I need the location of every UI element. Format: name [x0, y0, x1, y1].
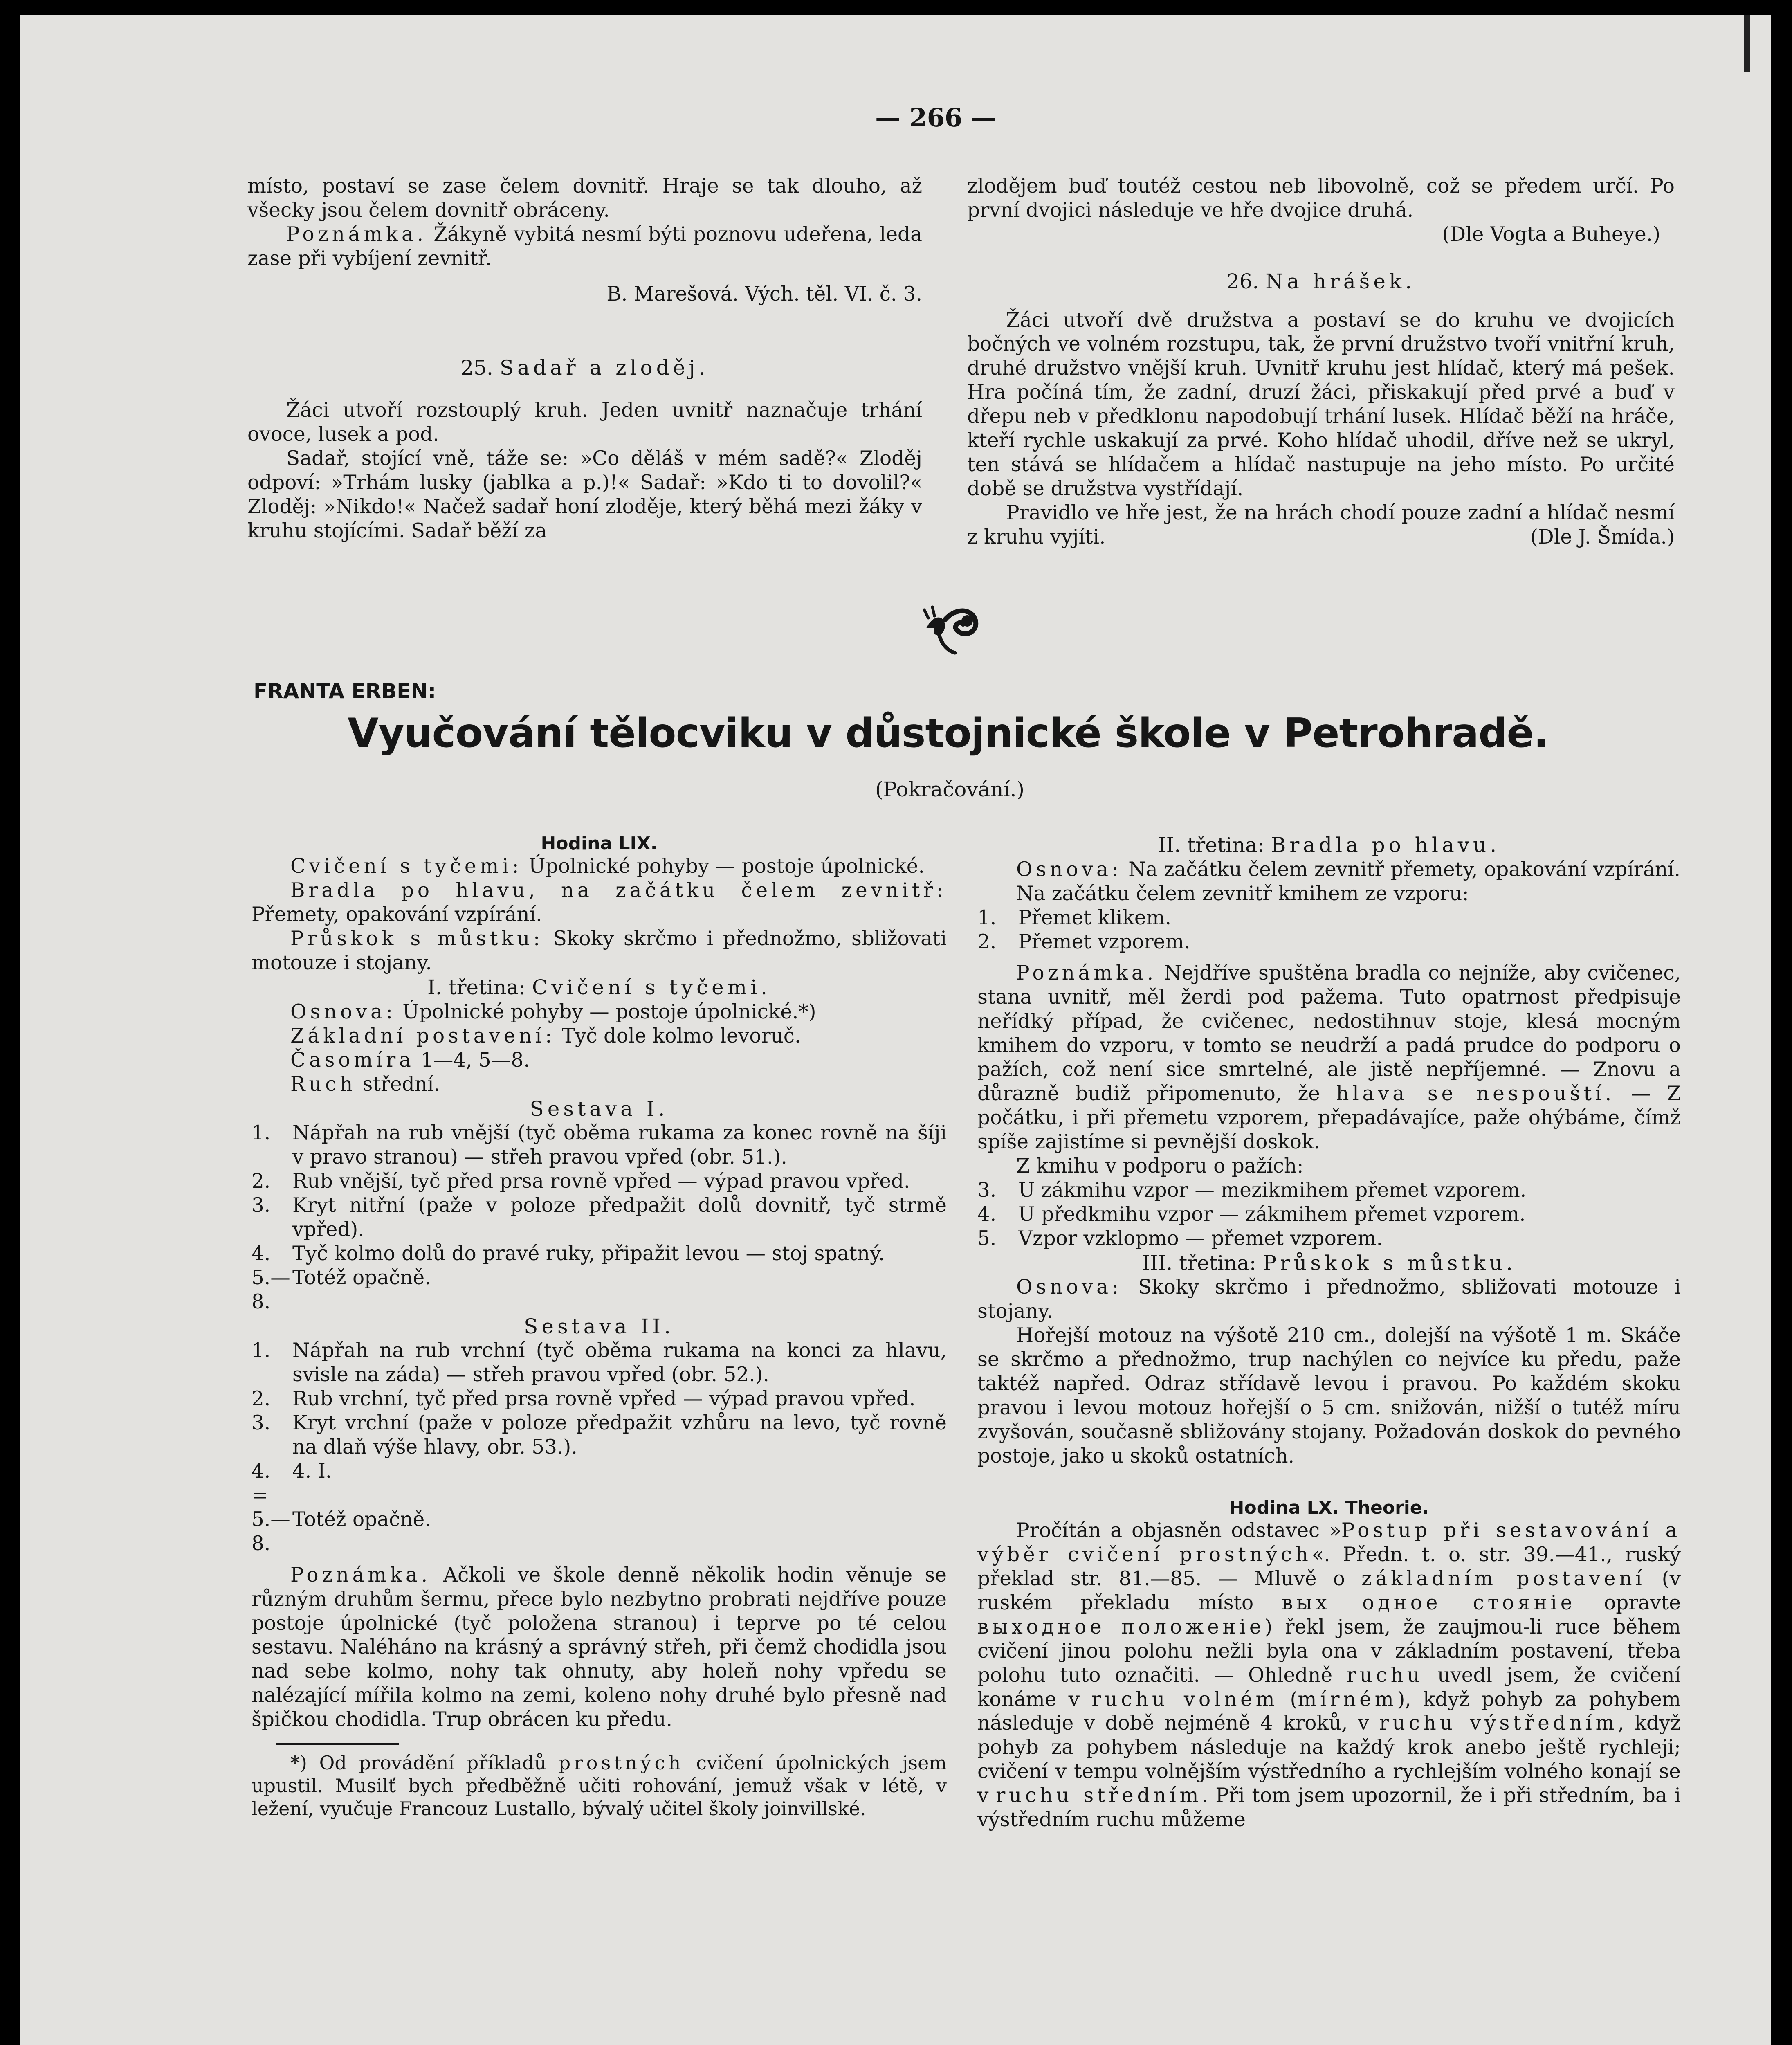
- article-author: FRANTA ERBEN:: [254, 679, 436, 703]
- floral-ornament-icon: [922, 604, 984, 657]
- list-item-text: Nápřah na rub vrchní (tyč oběma rukama na konci za hlavu, svisle na záda) — střeh pravou vpřed (obr. 52.).: [292, 1339, 947, 1387]
- game-heading-26: 26. Na hrášek.: [1226, 269, 1416, 293]
- list-item: [977, 1202, 1681, 1227]
- list-item: [252, 1121, 947, 1169]
- list-item-text: Rub vnější, tyč před prsa rovně vpřed — výpad pravou vpřed.: [292, 1170, 910, 1193]
- paragraph: Žáci utvoří rozstouplý kruh. Jeden uvnitř naznačuje trhání ovoce, lusek a pod.: [247, 399, 922, 446]
- source-citation: (Dle J. Šmída.): [1530, 525, 1675, 548]
- source-citation: B. Marešová. Vých. těl. VI. č. 3.: [606, 282, 922, 306]
- list-item-text: 4. I.: [292, 1459, 332, 1483]
- section-heading: II. třetina: Bradla po hlavu.: [1158, 833, 1500, 857]
- right-top-column: [967, 174, 1675, 549]
- list-item-text: Vzpor vzklopmo — přemet vzporem.: [1018, 1227, 1383, 1250]
- list-item-text: Nápřah na rub vnější (tyč oběma rukama za konec rovně na šíji v pravo stranou) — střeh pravou vpřed (obr. 51.).: [292, 1121, 947, 1169]
- list-item-number: 3.: [252, 1411, 271, 1435]
- list-item: [252, 1242, 947, 1266]
- list-item-number: 1.: [252, 1339, 271, 1362]
- list-item-text: Rub vrchní, tyč před prsa rovně vpřed — výpad pravou vpřed.: [292, 1387, 916, 1411]
- scan-edge-mark: [1744, 15, 1750, 72]
- paragraph: místo, postaví se zase čelem dovnitř. Hraje se tak dlouho, až všecky jsou čelem dovnitř obráceny.: [247, 175, 922, 222]
- game-heading-25: 25. Sadař a zloděj.: [460, 355, 709, 380]
- list-item-number: 5.: [977, 1227, 997, 1250]
- list-item-text: U předkmihu vzpor — zákmihem přemet vzporem.: [1018, 1202, 1526, 1226]
- section-heading: III. třetina: Průskok s můstku.: [1142, 1251, 1516, 1275]
- paragraph: Hořejší motouz na výšotě 210 cm., dolejší na výšotě 1 m. Skáče se skrčmo a přednožmo, trup nachýlen co nejvíce ku předu, paže taktéž napřed. Odraz střídavě levou i pravou. Po každém skoku pravou i levou motouz hořejší o 5 cm. snižován, nižší o tutéž míru zvyšován, současně sbližovány stojany. Požadován doskok do pevného postoje, jako u skoků ostatních.: [977, 1324, 1681, 1467]
- lesson-heading-lx: Hodina LX. Theorie.: [1229, 1497, 1429, 1518]
- list-item-text: U zákmihu vzpor — mezikmihem přemet vzporem.: [1018, 1178, 1527, 1202]
- list-item: [977, 906, 1681, 930]
- list-item-number: 2.: [252, 1387, 271, 1411]
- list-item-number: 3.: [252, 1194, 271, 1217]
- sestava-1-list: [252, 1121, 947, 1314]
- left-main-column: [252, 833, 947, 1820]
- timing: Časomíra 1—4, 5—8.: [290, 1048, 530, 1072]
- tempo: Ruch střední.: [290, 1072, 440, 1096]
- list-item: [977, 930, 1681, 954]
- exercise-list: [977, 1178, 1681, 1251]
- list-item: [252, 1169, 947, 1193]
- paragraph: Z kmihu v podporu o pažích:: [1016, 1154, 1304, 1178]
- outline: Osnova: Skoky skrčmo i přednožmo, sbližovati motouze i stojany.: [977, 1276, 1681, 1323]
- note-label: Poznámka.: [286, 222, 427, 246]
- list-item-number: 4.: [977, 1202, 997, 1226]
- paragraph: Pravidlo ve hře jest, že na hrách chodí pouze zadní a hlídač nesmí z kruhu vyjíti. (Dle J. Šmída.): [967, 501, 1675, 548]
- list-item: [252, 1459, 947, 1508]
- list-item-number: 3.: [977, 1178, 997, 1202]
- footnote: *) Od provádění příkladů prostných cvičení úpolnických jsem upustil. Musilť bych předběžně učiti rohování, jemuž však v létě, v ležení, vyučuje Francouz Lustallo, bývalý učitel školy joinvillské.: [252, 1752, 947, 1820]
- list-item: [252, 1411, 947, 1459]
- lesson-item: Cvičení s tyčemi: Úpolnické pohyby — postoje úpolnické.: [290, 855, 925, 878]
- list-item-number: 2.: [252, 1170, 271, 1193]
- sestava-heading: Sestava I.: [530, 1097, 669, 1121]
- page: [20, 15, 1771, 2045]
- source-citation: (Dle Vogta a Buheye.): [1442, 222, 1660, 246]
- right-main-column: [977, 833, 1681, 1832]
- list-item: [252, 1387, 947, 1411]
- footnote-rule: [276, 1743, 399, 1745]
- list-item-number: 5.—8.: [252, 1266, 290, 1313]
- note-paragraph: Poznámka. Ačkoli ve škole denně několik hodin věnuje se různým druhům šermu, přece bylo nezbytno probrati nejdříve pouze postoje úpolnické (tyč položena stranou) i teprve po té celou sestavu. Naléháno na krásný a správný střeh, při čemž chodidla jsou nad sebe kolmo, nohy tak ohnuty, aby holeň nohy vpředu se nalézající mířila kolmo na zemi, koleno nohy druhé bylo přesně nad špičkou chodidla. Trup obrácen ku předu.: [252, 1563, 947, 1731]
- list-item-number: 4.: [252, 1242, 271, 1265]
- list-item-text: Přemet vzporem.: [1018, 930, 1190, 953]
- paragraph: Žáci utvoří dvě družstva a postaví se do kruhu ve dvojicích bočných ve volném rozstupu, tak, že první družstvo tvoří vnitřní kruh, druhé družstvo vnější kruh. Uvnitř kruhu jest hlídač, který má pešek. Hra počíná tím, že zadní, druzí žáci, přiskakují před prvé a buď v dřepu neb v předklonu napodobují trhání lusek. Hlídač běží na hráče, kteří rychle uskakují za prvé. Koho hlídač uhodil, dříve než se ukryl, ten stává se hlídačem a hlídač nastupuje na jeho místo. Po určité době se družstva vystřídají.: [967, 308, 1675, 500]
- continued-note: (Pokračování.): [875, 778, 1024, 801]
- paragraph: Sadař, stojící vně, táže se: »Co děláš v mém sadě?« Zloděj odpoví: »Trhám lusky (jablka a p.)!« Sadař: »Kdo ti to dovolil?« Zloděj: »Nikdo!« Načež sadař honí zloděje, který běhá mezi žáky v kruhu stojícími. Sadař běží za: [247, 447, 922, 542]
- sestava-heading: Sestava II.: [524, 1314, 674, 1338]
- lesson-item: Průskok s můstku: Skoky skrčmo i přednožmo, sbližovati motouze i stojany.: [252, 927, 947, 975]
- list-item: [977, 1178, 1681, 1202]
- list-item-text: Totéž opačně.: [292, 1266, 431, 1289]
- lesson-heading-lix: Hodina LIX.: [541, 833, 658, 854]
- page-number: — 266 —: [875, 103, 997, 133]
- paragraph: zlodějem buď toutéž cestou neb libovolně, což se předem určí. Po první dvojici následuje ve hře dvojice druhá.: [967, 175, 1675, 222]
- list-item-number: 1.: [252, 1121, 271, 1145]
- sestava-2-list: [252, 1339, 947, 1555]
- lesson-item: Bradla po hlavu, na začátku čelem zevnitř: Přemety, opakování vzpírání.: [252, 879, 947, 926]
- left-top-column: [247, 174, 922, 543]
- list-item: [252, 1193, 947, 1242]
- list-item: [977, 1227, 1681, 1251]
- paragraph: Na začátku čelem zevnitř kmihem ze vzporu:: [1016, 882, 1469, 905]
- paragraph: Pročítán a objasněn odstavec »Postup při sestavování a výběr cvičení prostných«. Předn. t. o. str. 39.—41., ruský překlad str. 81.—85. — Mluvě o základním postavení (v ruském překladu místo вых одное стояніе opravte выходное положеніе) řekl jsem, že zaujmou-li ruce během cvičení jinou polohu nežli byla ona v základním postavení, třeba polohu tuto označiti. — Ohledně ruchu uvedl jsem, že cvičení konáme v ruchu volném (mírném), když pohyb za pohybem následuje v době nejméně 4 kroků, v ruchu výstředním, když pohyb za pohybem následuje na každý krok anebo ještě rychleji; cvičení v tempu volnějším výstředního a rychlejším volného konají se v ruchu středním. Při tom jsem upozornil, že i při středním, ba i výstředním ruchu můžeme: [977, 1519, 1681, 1832]
- list-item: [252, 1339, 947, 1387]
- list-item-text: Tyč kolmo dolů do pravé ruky, připažit levou — stoj spatný.: [292, 1242, 885, 1265]
- section-heading: I. třetina: Cvičení s tyčemi.: [427, 975, 771, 1000]
- article-title: Vyučování tělocviku v důstojnické škole v Petrohradě.: [348, 710, 1549, 757]
- list-item: [252, 1508, 947, 1556]
- outline: Osnova: Úpolnické pohyby — postoje úpolnické.*): [290, 1000, 816, 1023]
- list-item-text: Totéž opačně.: [292, 1508, 431, 1531]
- list-item-number: 4. =: [252, 1459, 271, 1507]
- outline: Osnova: Na začátku čelem zevnitř přemety, opakování vzpírání.: [1016, 858, 1681, 881]
- list-item-number: 1.: [977, 906, 997, 929]
- list-item-number: 2.: [977, 930, 997, 953]
- note-paragraph: Poznámka. Nejdříve spuštěna bradla co nejníže, aby cvičenec, stana uvnitř, měl žerdi pod pažema. Tuto opatrnost předpisuje neřídký případ, že cvičenec, nedostihnuv stoje, klesá mocným kmihem do vzporu, v tomto se neudrží a padá prudce do podporu o pažích, což není sice smrtelné, ale jistě nepříjemné. — Znovu a důrazně budiž připomenuto, že hlava se nespouští. — Z počátku, i při přemetu vzporem, přepadávajíce, paže ohýbáme, čímž spíše zajistíme si pevnější doskok.: [977, 962, 1681, 1153]
- list-item-text: Kryt nitřní (paže v poloze předpažit dolů dovnitř, tyč strmě vpřed).: [292, 1194, 947, 1241]
- basic-position: Základní postavení: Tyč dole kolmo levoruč.: [290, 1024, 801, 1047]
- exercise-list: [977, 906, 1681, 954]
- list-item: [252, 1266, 947, 1314]
- list-item-text: Přemet klikem.: [1018, 906, 1172, 929]
- list-item-text: Kryt vrchní (paže v poloze předpažit vzhůru na levo, tyč rovně na dlaň výše hlavy, obr. 53.).: [292, 1411, 947, 1459]
- note-paragraph: Poznámka. Žákyně vybitá nesmí býti poznovu udeřena, leda zase při vybíjení zevnitř.: [247, 222, 922, 270]
- list-item-number: 5.—8.: [252, 1508, 290, 1555]
